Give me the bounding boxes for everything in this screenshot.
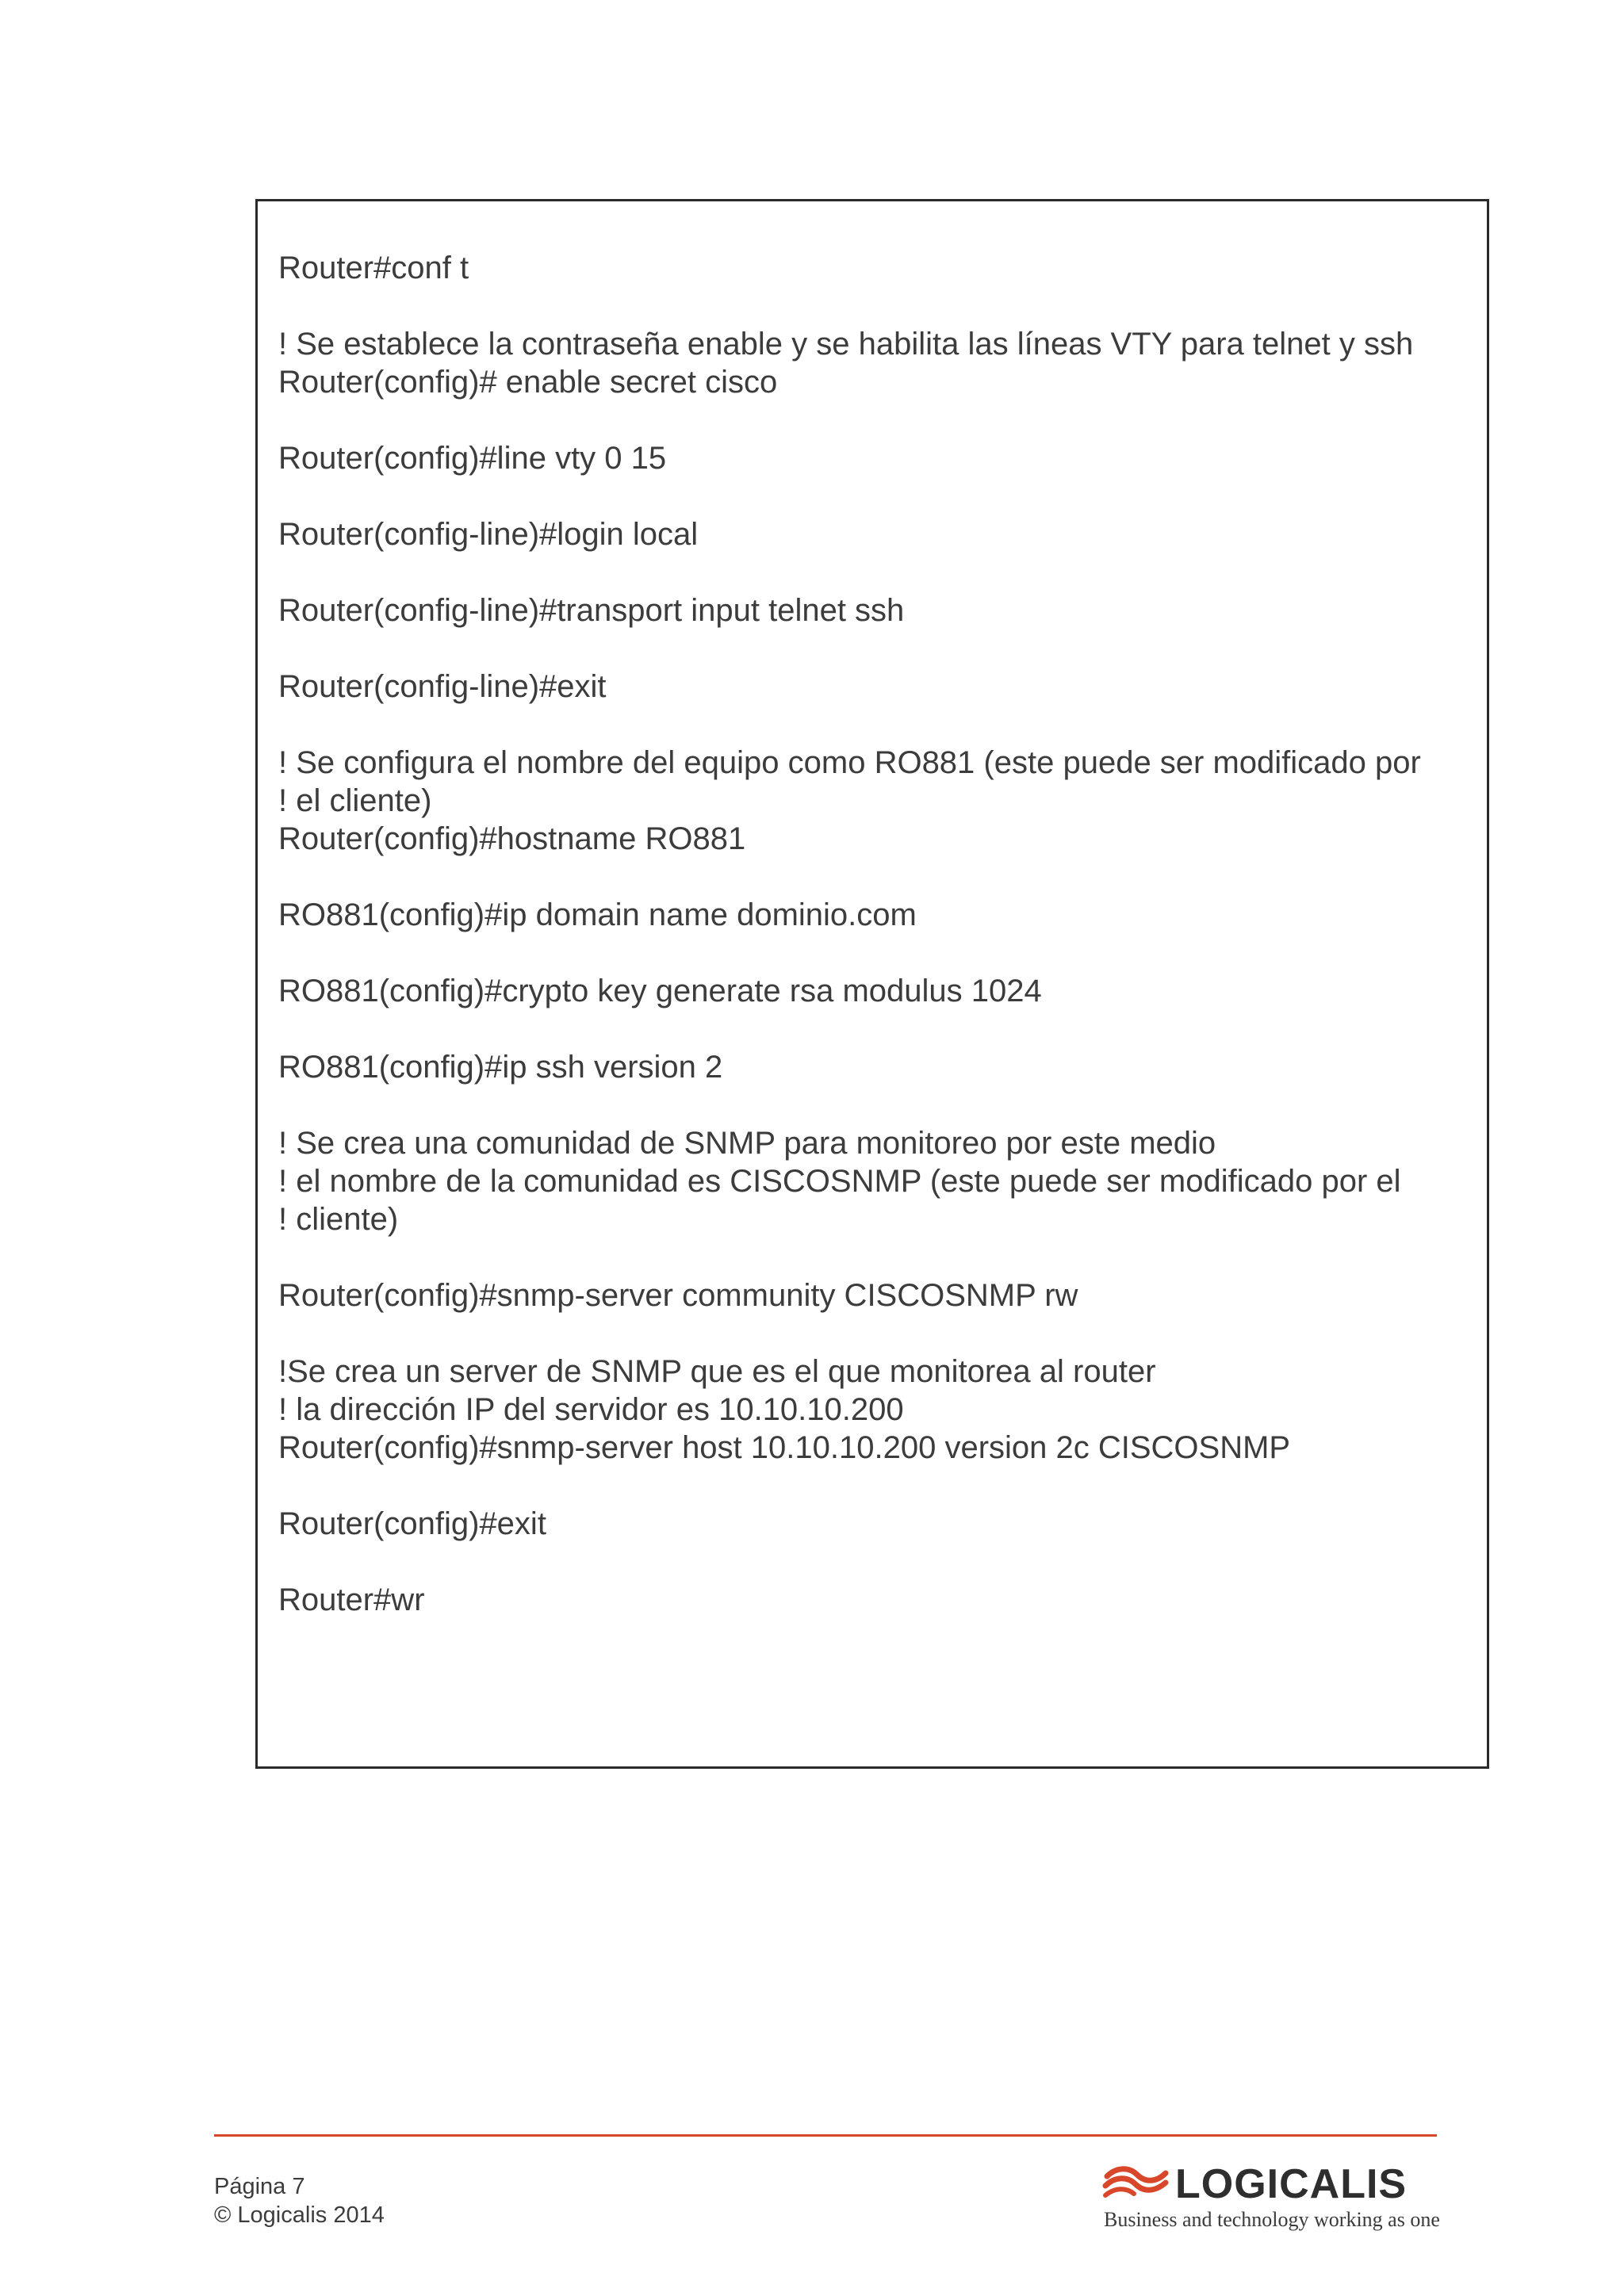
command-line: Router(config)#line vty 0 15 (278, 441, 667, 476)
comment-line: ! Se configura el nombre del equipo como RO881 (este puede ser modificado por (278, 745, 1421, 780)
comment-line: ! la dirección IP del servidor es 10.10.10.200 (278, 1392, 904, 1427)
blank-line (278, 1238, 1479, 1276)
blank-line (278, 1543, 1479, 1581)
footer-divider (214, 2134, 1437, 2137)
command-line: Router(config)#hostname RO881 (278, 821, 746, 856)
command-line: Router#wr (278, 1582, 425, 1617)
command-line: Router(config)# enable secret cisco (278, 365, 778, 400)
blank-line (278, 1086, 1479, 1124)
logo-wordmark: LOGICALIS (1175, 2161, 1408, 2207)
page-number: Página 7 (214, 2174, 305, 2199)
blank-line (278, 401, 1479, 439)
blank-line (278, 934, 1479, 972)
command-line: Router(config-line)#exit (278, 669, 607, 704)
config-lines (278, 249, 1479, 1619)
command-line: RO881(config)#ip domain name dominio.com (278, 897, 917, 932)
command-line: Router(config-line)#transport input telnet ssh (278, 593, 905, 628)
comment-line: ! Se crea una comunidad de SNMP para monitoreo por este medio (278, 1126, 1216, 1161)
blank-line (278, 1314, 1479, 1353)
config-code-box (255, 199, 1489, 1769)
blank-line (278, 858, 1479, 896)
footer-info (214, 2172, 385, 2229)
comment-line: ! el cliente) (278, 783, 432, 818)
logo-tagline: Business and technology working as one (1104, 2208, 1440, 2231)
copyright-text: © Logicalis 2014 (214, 2202, 385, 2228)
blank-line (278, 629, 1479, 668)
logicalis-logo (1102, 2162, 1445, 2235)
blank-line (278, 287, 1479, 325)
blank-line (278, 553, 1479, 591)
command-line: RO881(config)#crypto key generate rsa modulus 1024 (278, 974, 1042, 1008)
command-line: Router(config)#exit (278, 1506, 546, 1541)
command-line: Router#conf t (278, 251, 469, 285)
logicalis-mark-icon (1102, 2165, 1169, 2202)
comment-line: ! el nombre de la comunidad es CISCOSNMP (este puede ser modificado por el (278, 1164, 1401, 1199)
blank-line (278, 1467, 1479, 1505)
command-line: Router(config-line)#login local (278, 517, 699, 552)
command-line: Router(config)#snmp-server host 10.10.10.200 version 2c CISCOSNMP (278, 1430, 1291, 1465)
command-line: Router(config)#snmp-server community CISCOSNMP rw (278, 1278, 1078, 1313)
comment-line: ! cliente) (278, 1202, 399, 1237)
blank-line (278, 1010, 1479, 1048)
comment-line: !Se crea un server de SNMP que es el que monitorea al router (278, 1354, 1156, 1389)
blank-line (278, 477, 1479, 515)
blank-line (278, 706, 1479, 744)
comment-line: ! Se establece la contraseña enable y se habilita las líneas VTY para telnet y ssh (278, 327, 1414, 362)
command-line: RO881(config)#ip ssh version 2 (278, 1050, 723, 1085)
